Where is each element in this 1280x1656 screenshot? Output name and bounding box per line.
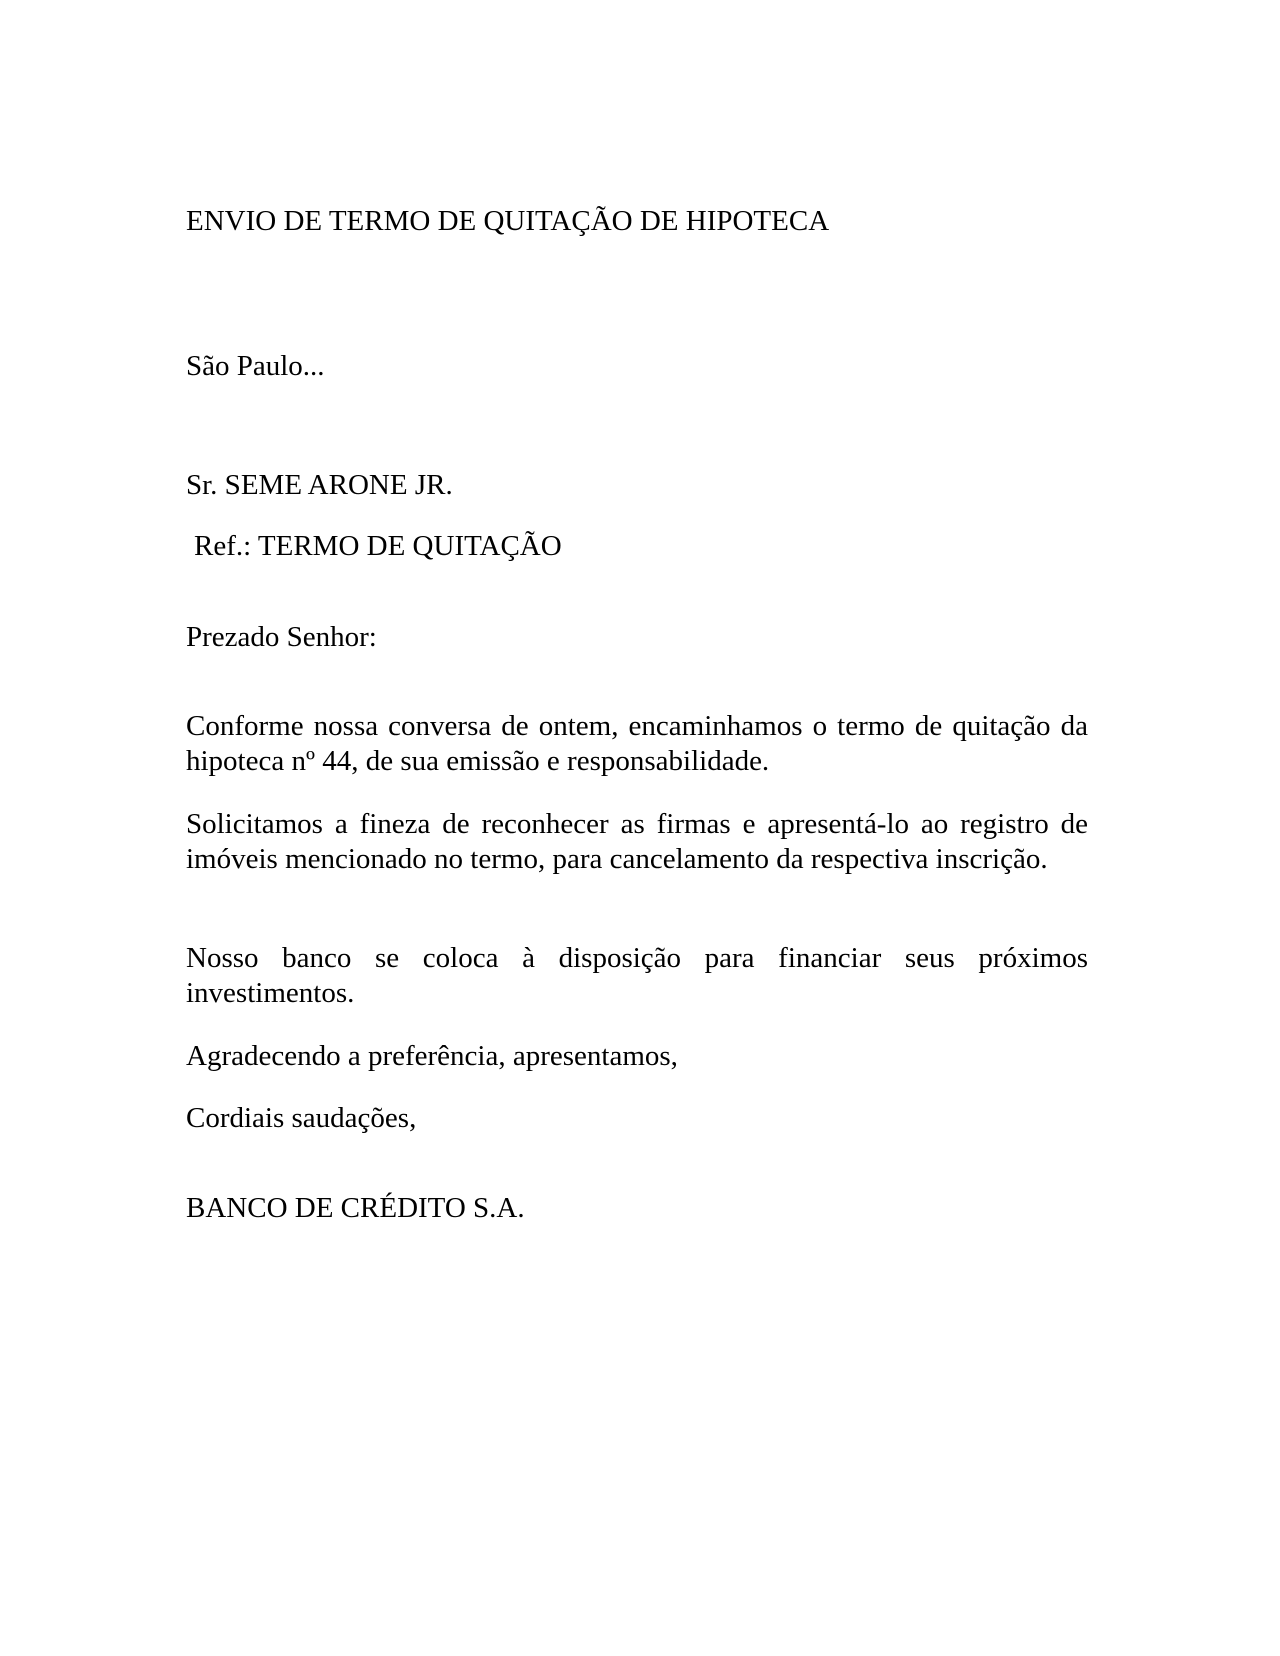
body-paragraph: Solicitamos a fineza de reconhecer as firmas e apresentá-lo ao registro de imóveis mencionado no termo, para cancelamento da respectiva inscrição.	[186, 808, 1088, 875]
closing-greeting: Cordiais saudações,	[186, 1102, 417, 1134]
salutation: Prezado Senhor:	[186, 621, 377, 653]
signature-company: BANCO DE CRÉDITO S.A.	[186, 1192, 525, 1224]
reference-line: Ref.: TERMO DE QUITAÇÃO	[194, 530, 562, 562]
body-paragraph: Conforme nossa conversa de ontem, encaminhamos o termo de quitação da hipoteca nº 44, de sua emissão e responsabilidade.	[186, 710, 1088, 777]
place-date: São Paulo...	[186, 350, 325, 382]
closing-line: Agradecendo a preferência, apresentamos,	[186, 1040, 678, 1072]
document-title: ENVIO DE TERMO DE QUITAÇÃO DE HIPOTECA	[186, 205, 830, 237]
body-paragraph: Nosso banco se coloca à disposição para financiar seus próximos investimentos.	[186, 942, 1088, 1009]
recipient: Sr. SEME ARONE JR.	[186, 469, 453, 501]
